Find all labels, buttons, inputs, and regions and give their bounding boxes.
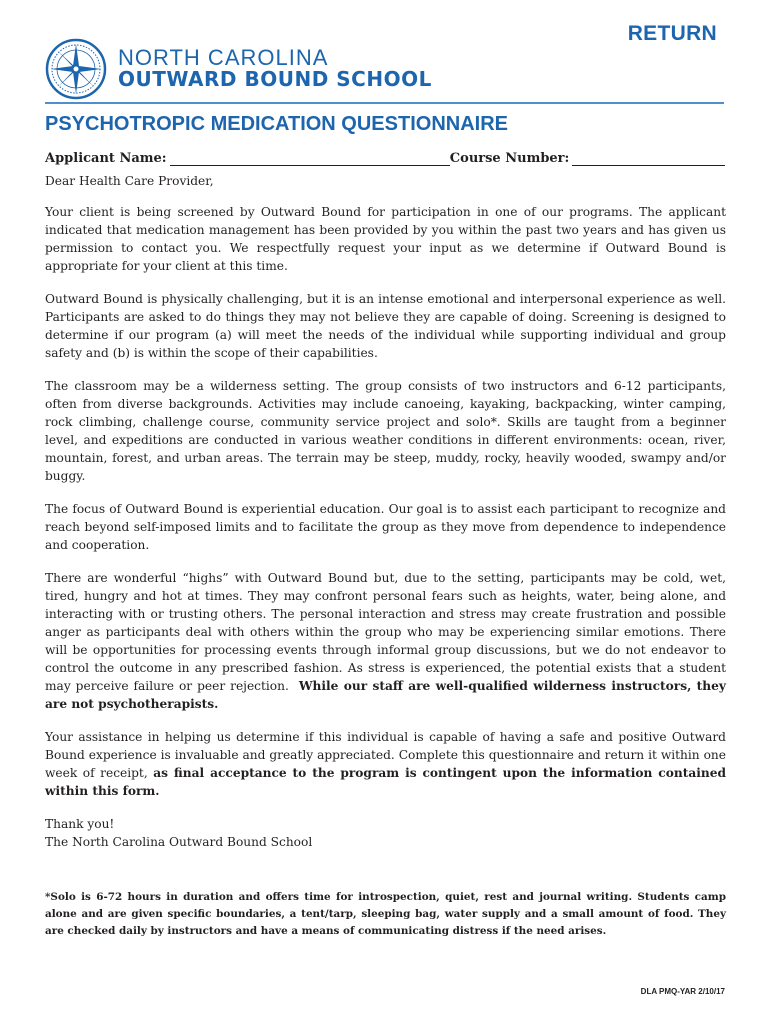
letter-closing	[45, 815, 726, 851]
paragraph-assistance-text: Your assistance in helping us determine if this individual is capable of having a safe and positive Outward Bound experience is invaluable and greatly appreciated. Complete this questionnaire and return it within one week of receipt,	[45, 730, 726, 780]
return-button[interactable]: RETURN	[627, 22, 717, 45]
paragraph-screening: Your client is being screened by Outward Bound for participation in one of our programs. The applicant indicated that medication management has been provided by you within the past two years and has given us permission to contact you. We respectfully request your input as we determine if Outward Bound is appropriate for your client at this time.	[45, 205, 726, 273]
applicant-fields	[45, 146, 725, 166]
paragraph-highs	[45, 569, 726, 713]
solo-footnote: *Solo is 6-72 hours in duration and offers time for introspection, quiet, rest and journal writing. Students camp alone and are given specific boundaries, a tent/tarp, sleeping bag, water supply and a small amount of food. They are checked daily by instructors and have a means of communicating distress if the need arises.	[45, 891, 726, 937]
closing-signature: The North Carolina Outward Bound School	[45, 835, 313, 849]
applicant-name-label: Applicant Name:	[45, 151, 167, 166]
applicant-name-input[interactable]	[170, 151, 450, 166]
paragraph-challenge: Outward Bound is physically challenging, but it is an intense emotional and interpersonal experience as well. Participants are asked to do things they may not believe they are capable of doing. Screening is designed to determine if our program (a) will meet the needs of the individual while supporting individual and group safety and (b) is within the scope of their capabilities.	[45, 292, 726, 360]
course-number-input[interactable]	[572, 151, 725, 166]
header-divider	[45, 102, 724, 104]
org-name-line1: NORTH CAROLINA	[118, 45, 329, 70]
paragraph-highs-bold: While our staff are well-qualified wilderness instructors, they are not psychotherapists.	[45, 679, 727, 711]
paragraph-assistance-bold: as final acceptance to the program is contingent upon the information contained within this form.	[45, 766, 727, 798]
letter-body	[45, 172, 726, 851]
paragraph-focus: The focus of Outward Bound is experiential education. Our goal is to assist each participant to recognize and reach beyond self-imposed limits and to facilitate the group as they move from dependence to independence and cooperation.	[45, 502, 726, 552]
closing-thanks: Thank you!	[45, 817, 115, 831]
letter-greeting: Dear Health Care Provider,	[45, 174, 214, 188]
paragraph-assistance	[45, 728, 726, 800]
page-title: PSYCHOTROPIC MEDICATION QUESTIONNAIRE	[45, 113, 508, 135]
org-name-line2: OUTWARD BOUND SCHOOL	[118, 67, 432, 91]
compass-rose-logo	[45, 38, 107, 100]
course-number-label: Course Number:	[449, 151, 570, 166]
paragraph-classroom: The classroom may be a wilderness setting. The group consists of two instructors and 6-12 participants, often from diverse backgrounds. Activities may include canoeing, kayaking, backpacking, winter camping, rock climbing, challenge course, community service project and solo*. Skills are taught from a beginner level, and expeditions are conducted in various weather conditions in different environments: ocean, river, mountain, forest, and urban areas. The terrain may be steep, muddy, rocky, heavily wooded, swampy and/or buggy.	[45, 379, 726, 483]
paragraph-highs-text: There are wonderful “highs” with Outward Bound but, due to the setting, participants may be cold, wet, tired, hungry and hot at times. They may confront personal fears such as heights, water, being alone, and interacting with or trusting others. The personal interaction and stress may create frustration and possible anger as participants deal with others within the group who may be experiencing similar emotions. There will be opportunities for processing events through informal group discussions, but we do not endeavor to control the outcome in any prescribed fashion. As stress is experienced, the potential exists that a student may perceive failure or peer rejection.	[45, 571, 726, 693]
form-code: DLA PMQ-YAR 2/10/17	[640, 987, 725, 996]
